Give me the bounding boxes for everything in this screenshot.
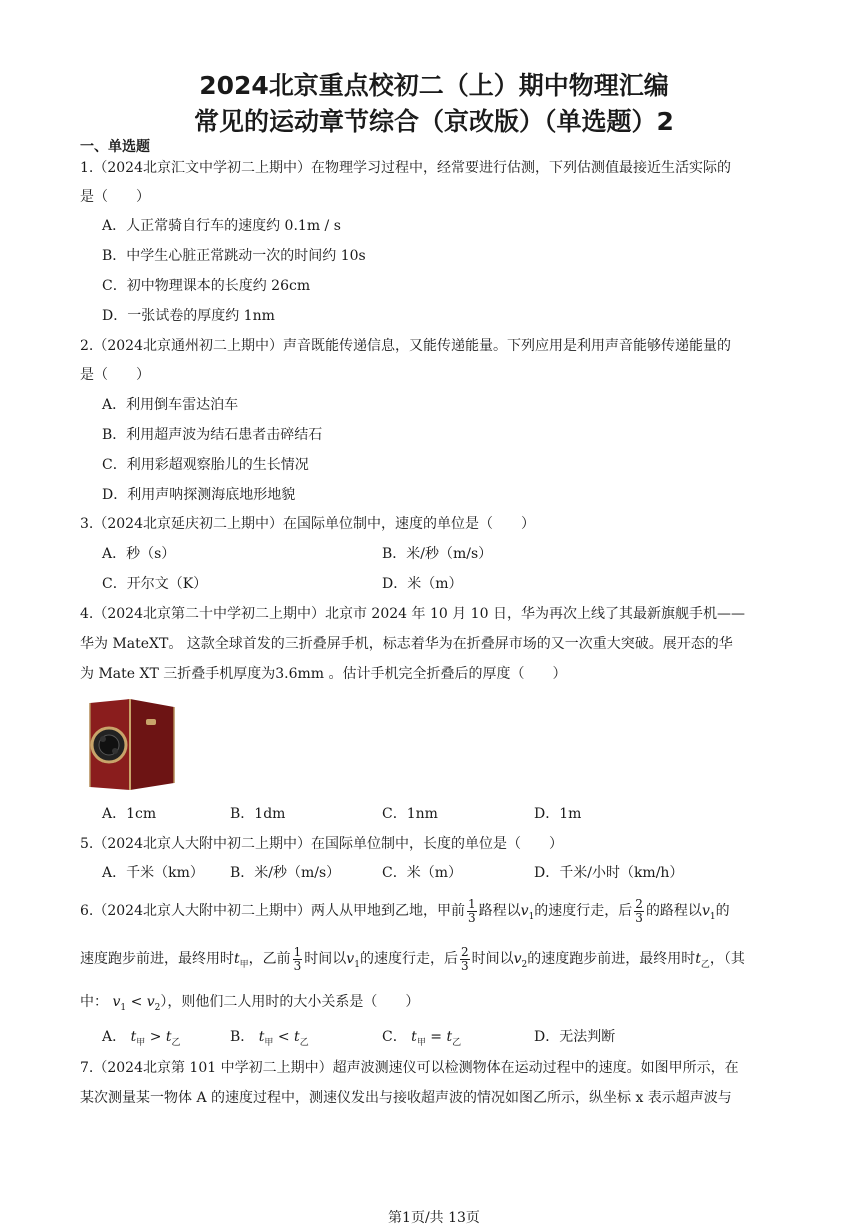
phone-photo (82, 697, 179, 792)
question-6-line-1: 6.（2024北京人大附中初二上期中）两人从甲地到乙地，甲前 $\frac{1}{3}$ 路程以$v_1$的速度行走，后 $\frac{2}{3}$ 的路程以$v_1$的 (80, 896, 730, 925)
question-6-option-d: D．无法判断 (534, 1029, 616, 1045)
question-3-option-a: A．秒（s） (102, 546, 176, 562)
question-1-text: 1.（2024北京汇文中学初二上期中）在物理学习过程中，经常要进行估测，下列估测值最接近生活实际的 (80, 160, 731, 176)
question-3-option-c: C．开尔文（K） (102, 576, 208, 592)
question-5-text: 5.（2024北京人大附中初二上期中）在国际单位制中，长度的单位是（ ） (80, 836, 563, 852)
fraction-one-third: $\frac{1}{3}$ (293, 944, 302, 973)
question-6-option-c: C． $t_甲 = t_乙$ (382, 1029, 462, 1048)
question-1-option-a: A．人正常骑自行车的速度约 0.1m / s (102, 218, 341, 234)
fraction-two-thirds: $\frac{2}{3}$ (460, 944, 469, 973)
question-4-text-cont2: 为 Mate XT 三折叠手机厚度为3.6mm 。估计手机完全折叠后的厚度（ ） (80, 666, 567, 682)
section-heading: 一、单选题 (80, 139, 150, 155)
question-4-option-b: B．1dm (230, 806, 286, 822)
fraction-two-thirds: $\frac{2}{3}$ (635, 896, 643, 925)
question-1-option-d: D．一张试卷的厚度约 1nm (102, 308, 275, 324)
page-subtitle: 常见的运动章节综合（京改版）（单选题）2 (194, 107, 674, 136)
question-1-option-c: C．初中物理课本的长度约 26cm (102, 278, 311, 294)
question-6-option-b: B． $t_甲 < t_乙$ (230, 1029, 309, 1048)
question-5-option-a: A．千米（km） (102, 865, 204, 881)
question-3-text: 3.（2024北京延庆初二上期中）在国际单位制中，速度的单位是（ ） (80, 516, 535, 532)
question-6-option-a: A． $t_甲 > t_乙$ (102, 1029, 181, 1048)
question-1-text-cont: 是（ ） (80, 189, 150, 205)
question-3-option-b: B．米/秒（m/s） (382, 546, 493, 562)
question-5-option-b: B．米/秒（m/s） (230, 865, 341, 881)
question-2-option-d: D．利用声呐探测海底地形地貌 (102, 487, 296, 503)
question-2-text: 2.（2024北京通州初二上期中）声音既能传递信息，又能传递能量。下列应用是利用声音能够传递能量的 (80, 338, 731, 354)
question-2-option-b: B．利用超声波为结石患者击碎结石 (102, 427, 323, 443)
question-4-option-c: C．1nm (382, 806, 438, 822)
question-2-option-a: A．利用倒车雷达泊车 (102, 397, 239, 413)
question-4-option-d: D．1m (534, 806, 582, 822)
question-4-option-a: A．1cm (102, 806, 157, 822)
question-2-option-c: C．利用彩超观察胎儿的生长情况 (102, 457, 309, 473)
question-5-option-c: C．米（m） (382, 865, 462, 881)
question-2-text-cont: 是（ ） (80, 367, 150, 383)
page-number: 第1页/共 13页 (388, 1210, 480, 1226)
page-title: 2024北京重点校初二（上）期中物理汇编 (199, 71, 669, 100)
question-6-line-2: 速度跑步前进，最终用时$t_甲$，乙前 $\frac{1}{3}$ 时间以$v_1$的速度行走，后 $\frac{2}{3}$ 时间以$v_2$的速度跑步前进，最终用时$t_乙$，（其 (80, 944, 745, 973)
question-7-text: 7.（2024北京第 101 中学初二上期中）超声波测速仪可以检测物体在运动过程中的速度。如图甲所示，在 (80, 1060, 739, 1076)
question-6-line-3: 中： $v_1 < v_2$），则他们二人用时的大小关系是（ ） (80, 994, 420, 1013)
fraction-one-third: $\frac{1}{3}$ (468, 896, 476, 925)
question-4-text-cont: 华为 MateXT。 这款全球首发的三折叠屏手机，标志着华为在折叠屏市场的又一次重大突破。展开态的华 (80, 636, 733, 652)
question-7-text-cont: 某次测量某一物体 A 的速度过程中，测速仪发出与接收超声波的情况如图乙所示，纵坐标 x 表示超声波与 (80, 1090, 732, 1106)
question-1-option-b: B．中学生心脏正常跳动一次的时间约 10s (102, 248, 366, 264)
question-5-option-d: D．千米/小时（km/h） (534, 865, 684, 881)
question-3-option-d: D．米（m） (382, 576, 463, 592)
question-4-text: 4.（2024北京第二十中学初二上期中）北京市 2024 年 10 月 10 日，华为再次上线了其最新旗舰手机—— (80, 606, 745, 622)
